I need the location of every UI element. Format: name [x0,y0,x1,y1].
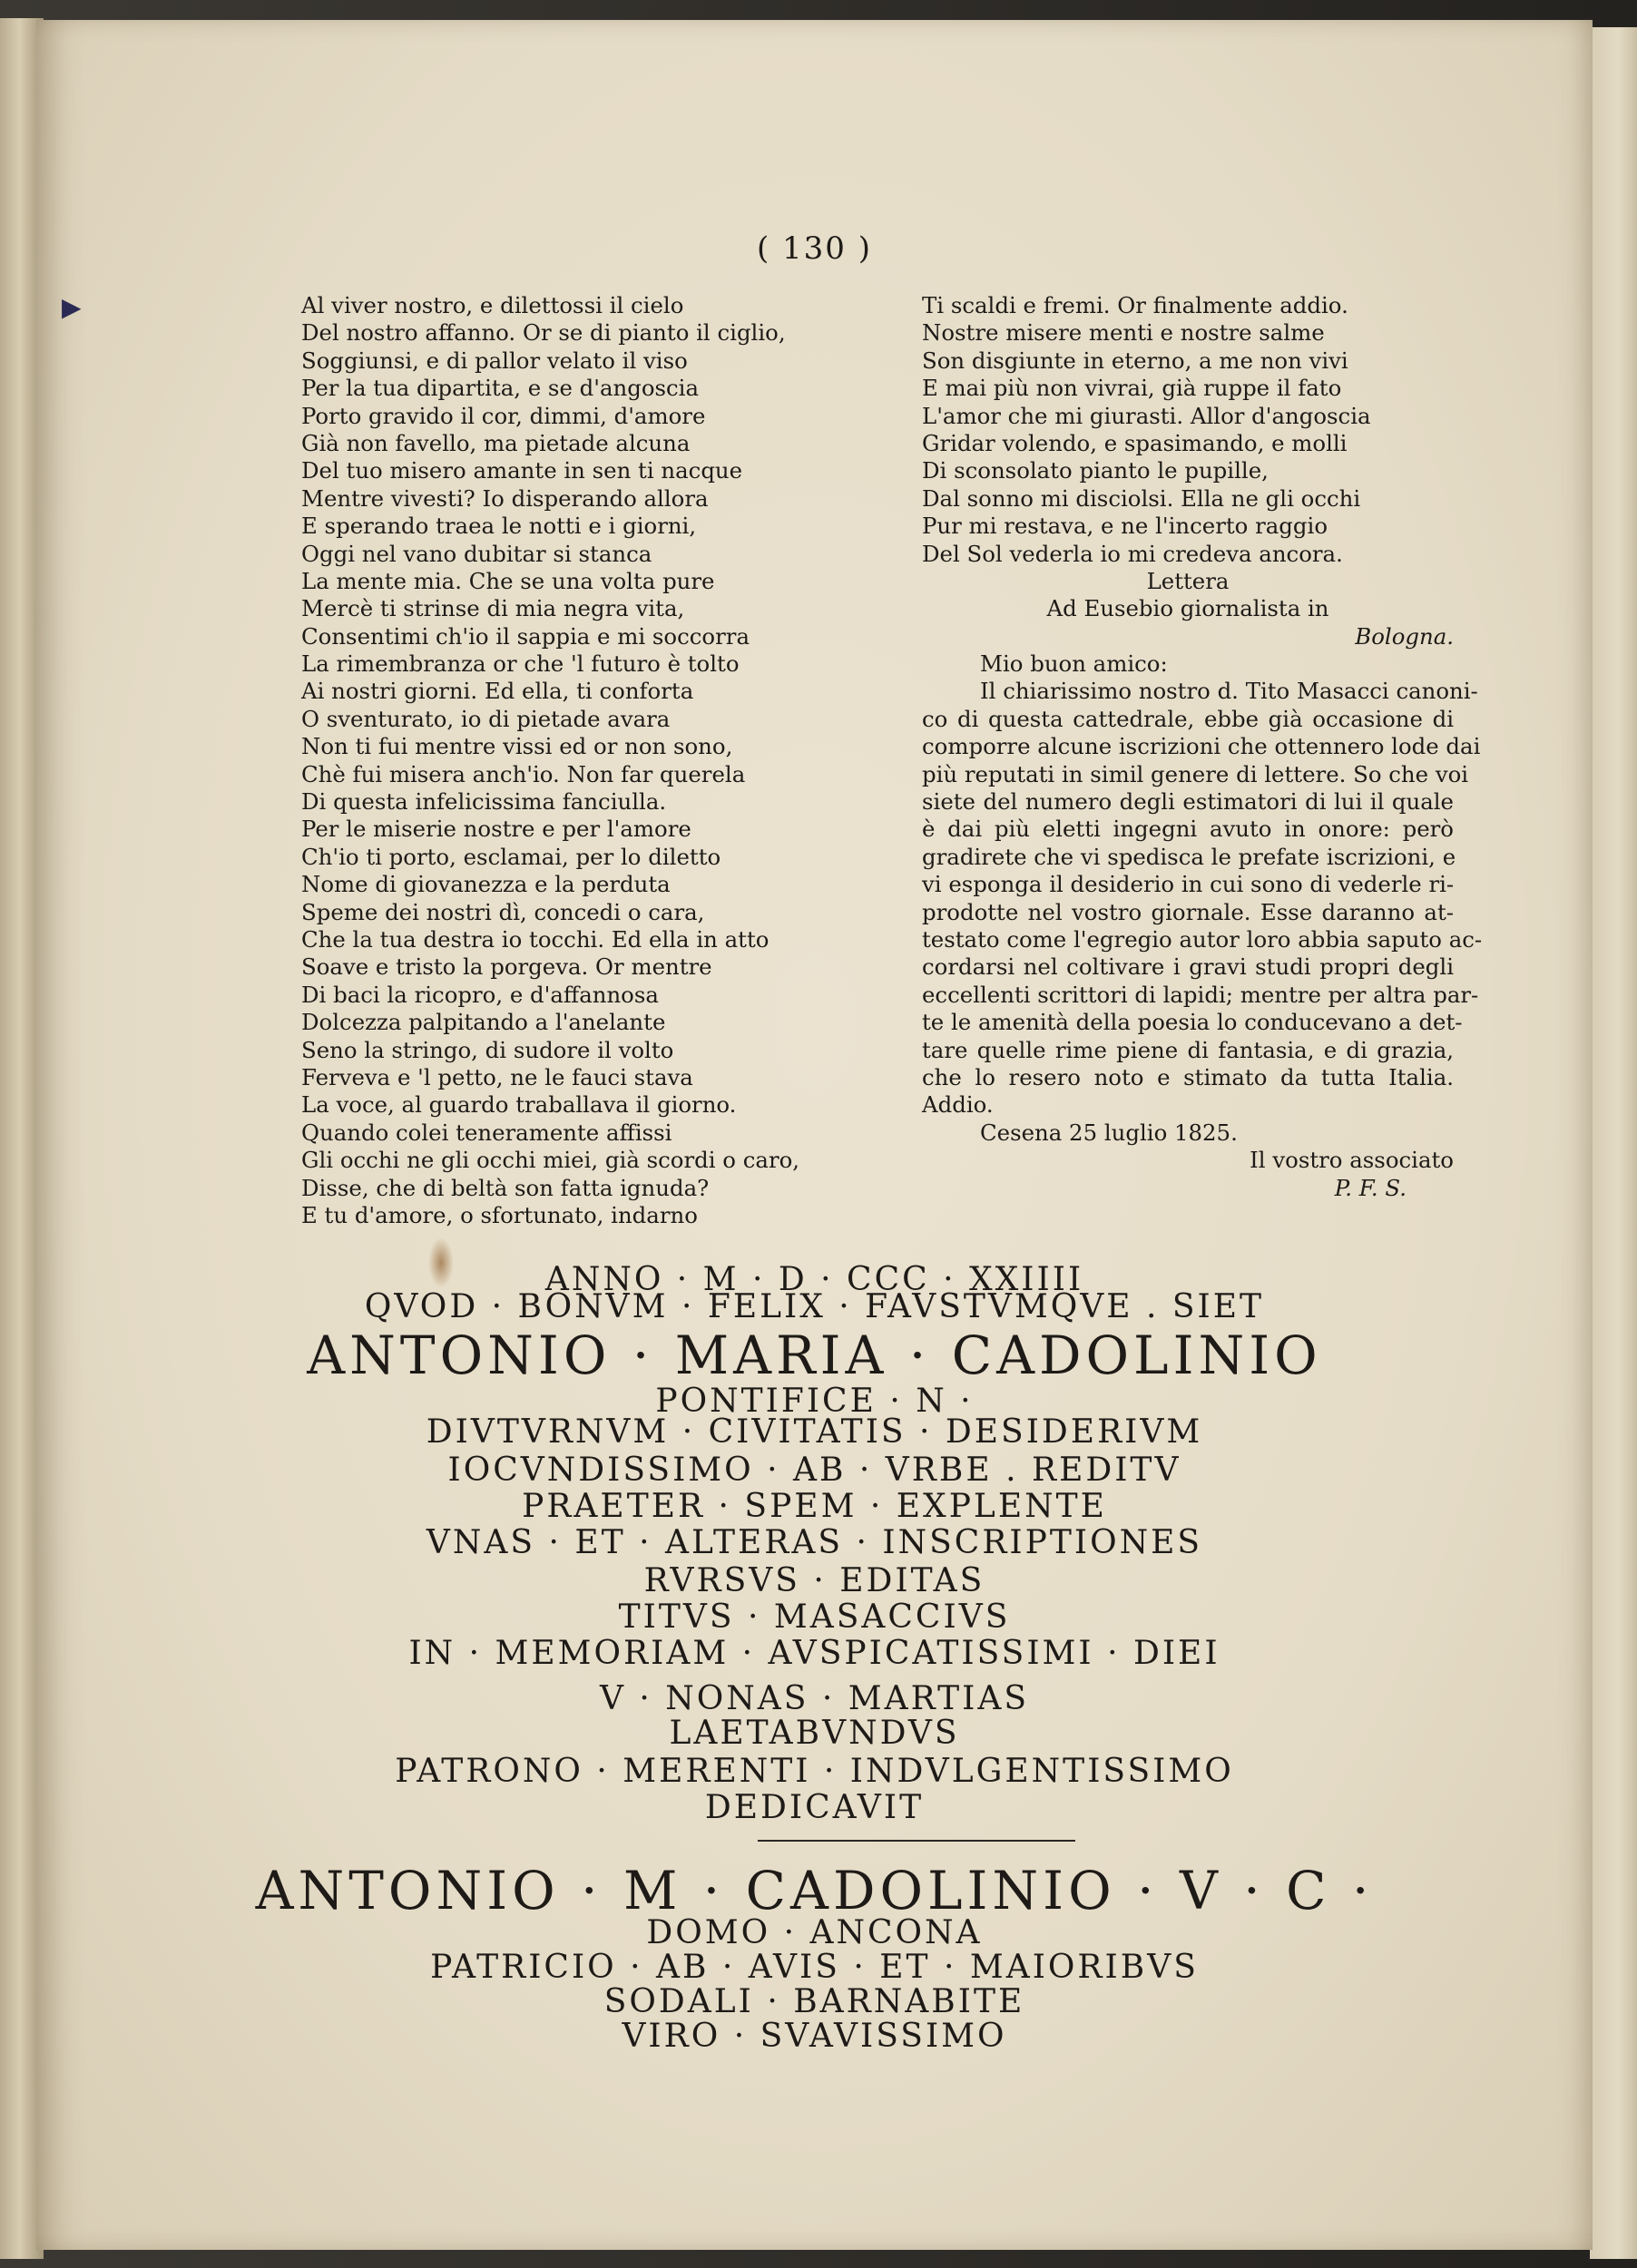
letter-line: siete del numero degli estimatori di lui il quale [922,788,1454,816]
letter-line: eccellenti scrittori di lapidi; mentre per altra par- [922,981,1479,1008]
right-column [922,292,1483,1202]
letter-line: cordarsi nel coltivare i gravi studi propri degli [922,953,1454,981]
inscription-line: IN · MEMORIAM · AVSPICATISSIMI · DIEI [408,1635,1220,1672]
poem-line: Ti scaldi e fremi. Or finalmente addio. [922,292,1348,318]
poem-line: Non ti fui mentre vissi ed or non sono, [301,733,733,760]
inscription-name: ANTONIO · MARIA · CADOLINIO [307,1325,1322,1386]
poem-line: Di sconsolato pianto le pupille, [922,457,1269,484]
letter-signoff: Il vostro associato [1250,1147,1454,1174]
inscription-line: PATRICIO · AB · AVIS · ET · MAIORIBVS [430,1949,1199,1986]
letter-line: tare quelle rime piene di fantasia, e di grazia, [922,1036,1454,1063]
letter-date: Cesena 25 luglio 1825. [980,1119,1238,1146]
inscription-line: V · NONAS · MARTIAS [599,1680,1030,1717]
poem-line: La mente mia. Che se una volta pure [301,567,715,594]
bookmark-marker-icon: ▶ [62,292,82,322]
letter-line: prodotte nel vostro giornale. Esse daranno at- [922,898,1454,925]
poem-line: Speme dei nostri dì, concedi o cara, [301,898,705,925]
poem-line: Son disgiunte in eterno, a me non vivi [922,347,1348,374]
letter-city: Bologna. [1355,622,1454,650]
poem-line: Del Sol vederla io mi credeva ancora. [922,540,1343,567]
poem-line: L'amor che mi giurasti. Allor d'angoscia [922,402,1371,429]
poem-line: E tu d'amore, o sfortunato, indarno [301,1201,698,1228]
poem-line: Nome di giovanezza e la perduta [301,871,671,898]
poem-line: Oggi nel vano dubitar si stanca [301,540,652,567]
poem-line: Pur mi restava, e ne l'incerto raggio [922,513,1328,540]
poem-line: Ai nostri giorni. Ed ella, ti conforta [301,678,694,705]
letter-line: co di questa cattedrale, ebbe già occasione di [922,705,1454,732]
inscription-line: RVRSVS · EDITAS [643,1562,985,1599]
letter-salutation: Mio buon amico: [980,650,1168,678]
letter-body [922,678,1483,1119]
letter-line: testato come l'egregio autor loro abbia saputo ac- [922,925,1483,953]
letter-line: Il chiarissimo nostro d. Tito Masacci canoni- [980,678,1478,705]
poem-line: Che la tua destra io tocchi. Ed ella in atto [301,925,769,953]
inscription-line: TITVS · MASACCIVS [618,1598,1011,1636]
poem-line: Mercè ti strinse di mia negra vita, [301,595,685,622]
poem-line: Seno la stringo, di sudore il volto [301,1036,674,1063]
inscription-line: PATRONO · MERENTI · INDVLGENTISSIMO [395,1753,1234,1790]
poem-line: Gridar volendo, e spasimando, e molli [922,429,1348,456]
poem-line: Disse, che di beltà son fatta ignuda? [301,1174,710,1201]
letter-closing: Addio. [922,1091,994,1119]
poem-line: Dolcezza palpitando a l'anelante [301,1009,666,1036]
poem-line: E sperando traea le notti e i giorni, [301,513,697,540]
inscription-line: DIVTVRNVM · CIVITATIS · DESIDERIVM [426,1413,1203,1451]
poem-line: Già non favello, ma pietade alcuna [301,429,691,456]
inscription-line: IOCVNDISSIMO · AB · VRBE . REDITV [447,1452,1181,1489]
poem-line: Di questa infelicissima fanciulla. [301,788,667,816]
poem-line: Ch'io ti porto, esclamai, per lo diletto [301,843,721,870]
poem-line: La voce, al guardo traballava il giorno. [301,1091,737,1119]
poem-line: Dal sonno mi disciolsi. Ella ne gli occhi [922,484,1361,512]
inscription-line: PRAETER · SPEM · EXPLENTE [522,1488,1107,1525]
poem-line: Porto gravido il cor, dimmi, d'amore [301,402,706,429]
poem-line: Di baci la ricopro, e d'affannosa [301,981,659,1008]
poem-line: Consentimi ch'io il sappia e mi soccorra [301,622,750,650]
inscription-line: PONTIFICE · N · [655,1383,974,1420]
page [36,20,1593,2250]
inscription-line: DEDICAVIT [704,1789,925,1826]
letter-line: è dai più eletti ingegni avuto in onore: però [922,816,1454,843]
letter-addressee: Ad Eusebio giornalista in [1046,595,1329,622]
letter-line: te le amenità della poesia lo conducevano a det- [922,1009,1463,1036]
poem-line: Del nostro affanno. Or se di pianto il ciglio, [301,319,786,347]
poem-line: Chè fui misera anch'io. Non far querela [301,760,746,787]
inscription-line: LAETABVNDVS [669,1715,960,1752]
poem-line: Gli occhi ne gli occhi miei, già scordi o caro, [301,1147,800,1174]
letter-line: più reputati in simil genere di lettere. So che voi [922,760,1469,787]
poem-line: Ferveva e 'l petto, ne le fauci stava [301,1063,693,1090]
letter-line: gradirete che vi spedisca le prefate iscrizioni, e [922,843,1456,870]
poem-line: Per la tua dipartita, e se d'angoscia [301,375,700,402]
poem-line: Per le miserie nostre e per l'amore [301,816,691,843]
poem-line: E mai più non vivrai, già ruppe il fato [922,375,1342,402]
poem-line: Nostre misere menti e nostre salme [922,319,1325,347]
letter-line: comporre alcune iscrizioni che ottennero lode dai [922,733,1481,760]
poem-line: O sventurato, io di pietade avara [301,705,671,732]
facing-page-edge [1590,27,1637,2259]
poem-line: Quando colei teneramente affissi [301,1119,672,1146]
letter-line: che lo resero noto e stimato da tutta Italia. [922,1063,1454,1090]
letter-heading: Lettera [1146,567,1230,594]
poem-left-column [301,292,918,1229]
letter-line: vi esponga il desiderio in cui sono di vederle ri- [922,871,1455,898]
letter-initials: P. F. S. [1334,1174,1407,1201]
inscription-name: ANTONIO · M · CADOLINIO · V · C · [255,1860,1374,1921]
inscription-line: ANNO · M · D · CCC · XXIIII [544,1261,1084,1298]
divider-rule [758,1840,1075,1842]
inscription-line: DOMO · ANCONA [646,1914,983,1951]
inscription-line: VIRO · SVAVISSIMO [622,2018,1007,2055]
poem-line: Mentre vivesti? Io disperando allora [301,484,709,512]
inscription-line: QVOD · BONVM · FELIX · FAVSTVMQVE . SIET [364,1288,1265,1325]
inscription-line: VNAS · ET · ALTERAS · INSCRIPTIONES [426,1524,1203,1561]
page-number: ( 130 ) [756,230,873,267]
inscription-line: SODALI · BARNABITE [603,1983,1025,2020]
poem-line: Al viver nostro, e dilettossi il cielo [301,292,684,318]
poem-line: Del tuo misero amante in sen ti nacque [301,457,743,484]
poem-line: Soave e tristo la porgeva. Or mentre [301,953,712,981]
poem-line: Soggiunsi, e di pallor velato il viso [301,347,688,374]
poem-line: La rimembranza or che 'l futuro è tolto [301,650,740,678]
